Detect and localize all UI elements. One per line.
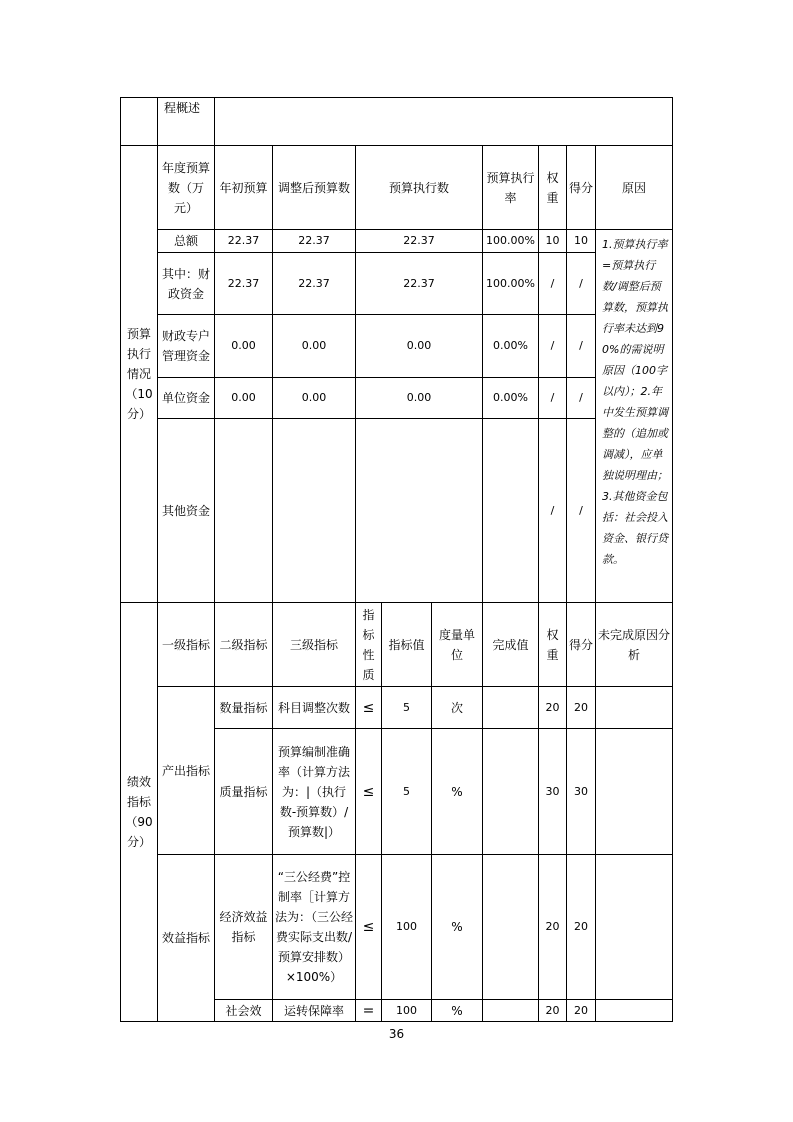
perf-unit: 次 [432,687,483,729]
budget-header-rate: 预算执行率 [483,146,539,230]
budget-score: / [567,315,596,378]
budget-weight: / [539,419,567,603]
perf-reason [596,687,673,729]
perf-level3: 运转保障率 [273,1000,356,1022]
perf-level3: 科目调整次数 [273,687,356,729]
perf-done [483,687,539,729]
perf-nature: ≤ [356,687,382,729]
perf-reason [596,1000,673,1022]
budget-adjusted: 0.00 [273,378,356,419]
perf-header-weight: 权重 [539,603,567,687]
budget-section-label: 预算执行情况（10分） [121,146,158,603]
perf-nature: ≤ [356,729,382,855]
perf-level3: 预算编制准确率（计算方法为：|（执行数-预算数）/预算数|） [273,729,356,855]
top-left-cell [121,98,158,146]
perf-level2: 经济效益指标 [215,855,273,1000]
perf-value: 100 [382,1000,432,1022]
performance-section-label: 绩效指标（90分） [121,603,158,1022]
budget-weight: / [539,315,567,378]
budget-initial: 22.37 [215,253,273,315]
budget-initial: 22.37 [215,230,273,253]
budget-executed: 0.00 [356,315,483,378]
budget-executed [356,419,483,603]
budget-score: / [567,378,596,419]
perf-score: 20 [567,855,596,1000]
budget-executed: 22.37 [356,253,483,315]
perf-weight: 30 [539,729,567,855]
perf-unit: % [432,855,483,1000]
perf-header-nature: 指标性质 [356,603,382,687]
perf-header-value: 指标值 [382,603,432,687]
perf-level2: 社会效 [215,1000,273,1022]
budget-reason-note: 1.预算执行率=预算执行数/调整后预算数，预算执行率未达到90%的需说明原因（100字以内）；2.年中发生预算调整的（追加或调减），应单独说明理由；3.其他资金包括：社会投入资金、银行贷款。 [596,230,673,603]
perf-header-level1: 一级指标 [158,603,215,687]
perf-reason [596,855,673,1000]
perf-score: 20 [567,687,596,729]
perf-level3: “三公经费”控制率［计算方法为：（三公经费实际支出数/预算安排数）×100%） [273,855,356,1000]
performance-table [120,97,673,1022]
budget-weight: / [539,253,567,315]
perf-nature: ≤ [356,855,382,1000]
perf-done [483,1000,539,1022]
perf-score: 30 [567,729,596,855]
budget-initial [215,419,273,603]
perf-header-level2: 二级指标 [215,603,273,687]
perf-nature: = [356,1000,382,1022]
budget-adjusted [273,419,356,603]
perf-unit: % [432,1000,483,1022]
perf-value: 5 [382,729,432,855]
perf-weight: 20 [539,855,567,1000]
budget-rate: 0.00% [483,378,539,419]
budget-header-initial: 年初预算 [215,146,273,230]
budget-initial: 0.00 [215,315,273,378]
budget-header-annual: 年度预算数（万元） [158,146,215,230]
budget-row-label: 单位资金 [158,378,215,419]
budget-score: / [567,419,596,603]
perf-done [483,729,539,855]
budget-rate: 100.00% [483,230,539,253]
perf-value: 100 [382,855,432,1000]
budget-adjusted: 22.37 [273,253,356,315]
perf-value: 5 [382,687,432,729]
perf-weight: 20 [539,687,567,729]
perf-header-level3: 三级指标 [273,603,356,687]
perf-score: 20 [567,1000,596,1022]
budget-score: / [567,253,596,315]
budget-header-weight: 权重 [539,146,567,230]
budget-header-executed: 预算执行数 [356,146,483,230]
page-number: 36 [388,1027,405,1041]
overview-label: 程概述 [158,98,215,146]
budget-rate [483,419,539,603]
budget-adjusted: 0.00 [273,315,356,378]
budget-rate: 0.00% [483,315,539,378]
perf-header-score: 得分 [567,603,596,687]
budget-row-label: 总额 [158,230,215,253]
budget-score: 10 [567,230,596,253]
budget-executed: 22.37 [356,230,483,253]
perf-header-reason: 未完成原因分析 [596,603,673,687]
perf-reason [596,729,673,855]
budget-row-label: 其中：财政资金 [158,253,215,315]
budget-row-label: 财政专户管理资金 [158,315,215,378]
budget-header-score: 得分 [567,146,596,230]
budget-row-label: 其他资金 [158,419,215,603]
perf-weight: 20 [539,1000,567,1022]
budget-executed: 0.00 [356,378,483,419]
perf-done [483,855,539,1000]
perf-unit: % [432,729,483,855]
budget-rate: 100.00% [483,253,539,315]
budget-adjusted: 22.37 [273,230,356,253]
perf-level1: 产出指标 [158,687,215,855]
budget-header-reason: 原因 [596,146,673,230]
perf-header-done: 完成值 [483,603,539,687]
budget-initial: 0.00 [215,378,273,419]
budget-weight: 10 [539,230,567,253]
overview-content [215,98,673,146]
perf-level2: 数量指标 [215,687,273,729]
perf-header-unit: 度量单位 [432,603,483,687]
perf-level2: 质量指标 [215,729,273,855]
perf-level1: 效益指标 [158,855,215,1022]
budget-header-adjusted: 调整后预算数 [273,146,356,230]
budget-weight: / [539,378,567,419]
